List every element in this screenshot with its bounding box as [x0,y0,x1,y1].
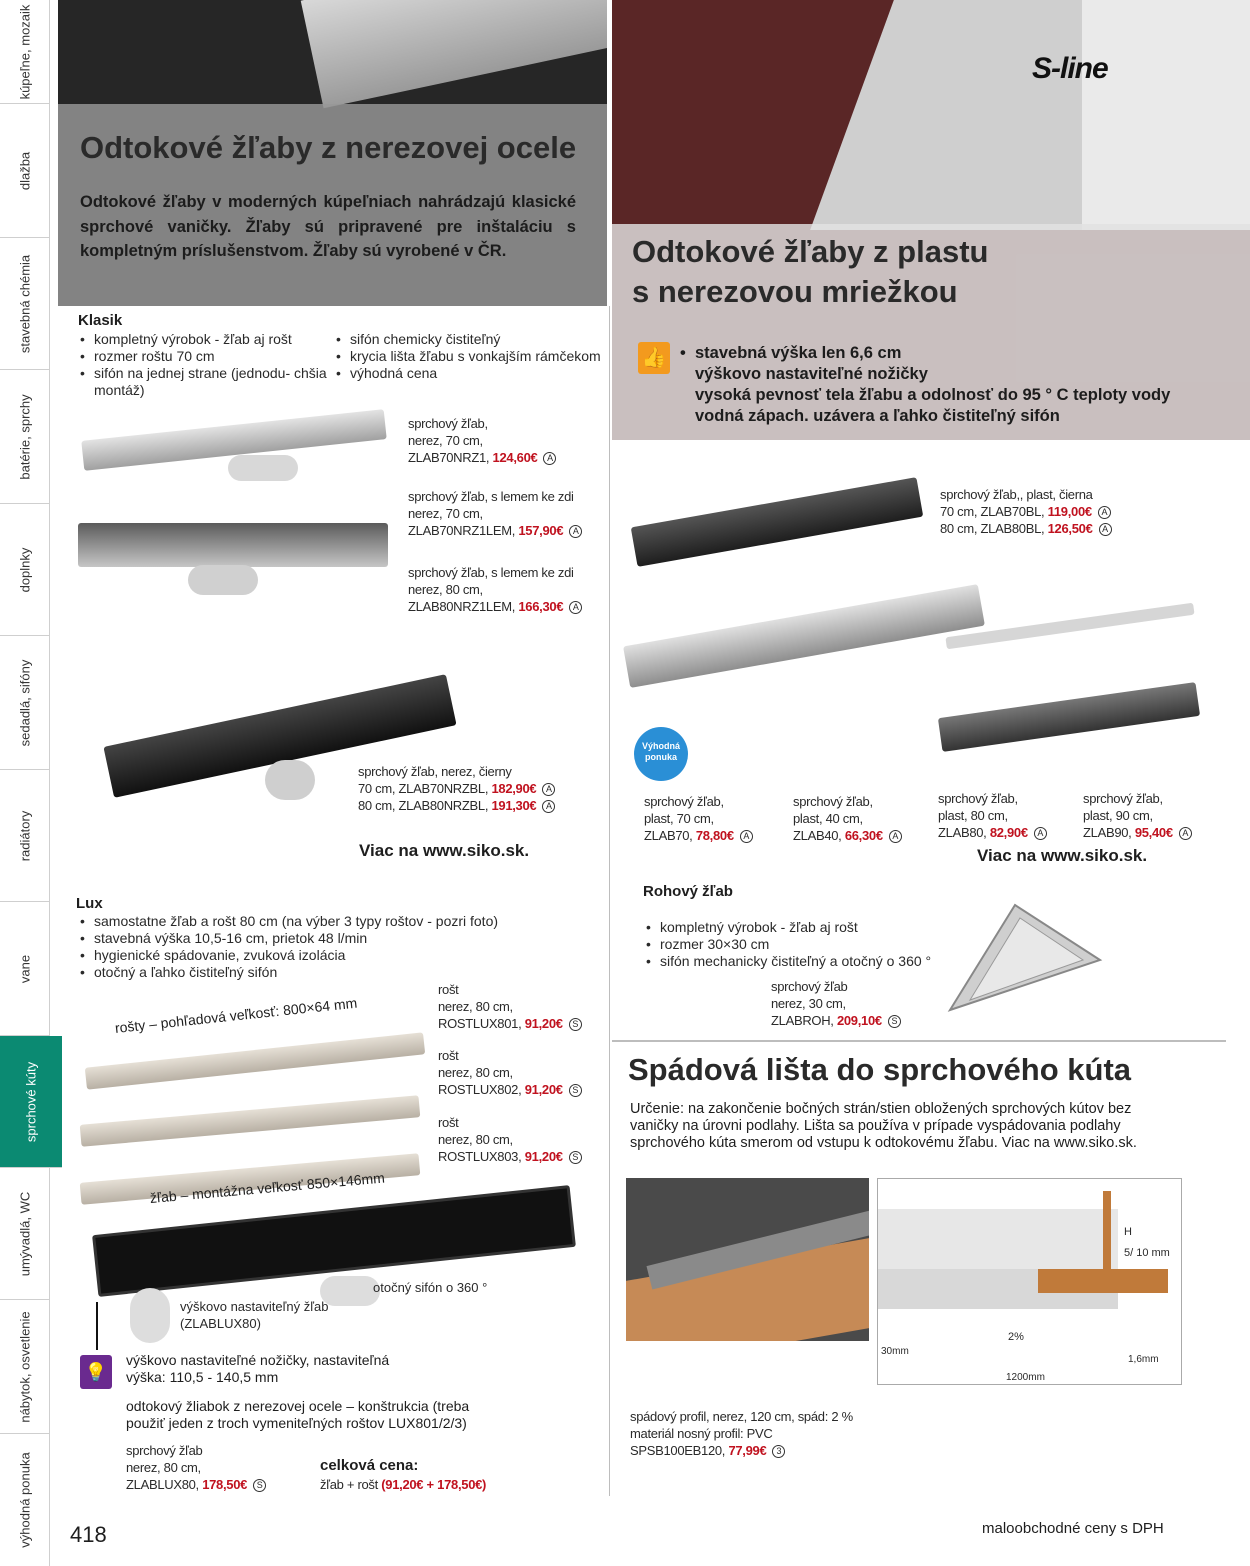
price: 157,90€ [518,523,564,538]
left-intro: Odtokové žľaby v moderných kúpeľniach nahrádzajú klasické sprchové vaničky. Žľaby sú pripravené pre inštaláciu s kompletným príslušenstvom. Žľaby sú vyrobené v ČR. [80,193,576,260]
mark-seal: S [888,1015,901,1028]
klasik-bullets-right [334,331,610,382]
bullet-item: • hygienické spádovanie, zvuková izolácia [78,947,538,964]
bullet-item: • výhodná cena [334,365,610,382]
siphon-caption: otočný sifón o 360 ° [373,1280,488,1295]
footer-note: maloobchodné ceny s DPH [982,1520,1164,1537]
bullet-item: • rozmer 30×30 cm [644,936,964,953]
profile-text: Určenie: na zakončenie bočných strán/stien obložených sprchových kútov bez vaničky na úrovni podlahy. Lišta sa používa v prípade vyspádovania podlahy sprchového kúta smerom od vstupu k odtokovému žľabu. Viac na www.siko.sk. [630,1101,1137,1151]
mark-seal: S [569,1084,582,1097]
tab-stavebna-chemia[interactable]: stavebná chémia [0,238,50,370]
construction-text: odtokový žliabok z nerezovej ocele – konštrukcia (treba použiť jeden z troch vymeniteľných roštov LUX801/2/3) [126,1398,470,1431]
column-divider [609,306,610,1496]
product-zlab80: sprchový žľab, plast, 80 cm, ZLAB80, 82,90€ A [938,790,1047,841]
tab-umyvadla[interactable]: umývadlá, WC [0,1168,50,1300]
bullet-item: • krycia lišta žľabu s vonkajším rámčekom [334,348,610,365]
lightbulb-icon: 💡 [80,1355,112,1389]
product-black-nerez: sprchový žľab, nerez, čierny 70 cm, ZLAB70NRZBL, 182,90€ A 80 cm, ZLAB80NRZBL, 191,30€ A [358,763,555,814]
profile-title: Spádová lišta do sprchového kúta [628,1052,1132,1087]
tab-vane[interactable]: vane [0,902,50,1036]
mark-seal: A [889,830,902,843]
bullet-item: • kompletný výrobok - žľab aj rošt [644,919,964,936]
mark-seal: A [569,525,582,538]
product-plast-black: sprchový žľab,, plast, čierna 70 cm, ZLAB70BL, 119,00€ A 80 cm, ZLAB80BL, 126,50€ A [940,486,1112,537]
mark-seal: S [569,1151,582,1164]
discount-badge: Výhodná ponuka [634,727,688,781]
page-number: 418 [70,1522,107,1547]
channel-caption: žľab – montážna veľkosť 850×146mm [149,1169,386,1206]
tab-sedadla[interactable]: sedadlá, sifóny [0,636,50,770]
product-image-plast-kit [935,590,1205,780]
brand-logo: S-line [1032,52,1108,85]
product-zlab40: sprchový žľab, plast, 40 cm, ZLAB40, 66,30€ A [793,793,902,844]
more-link-left[interactable]: Viac na www.siko.sk. [359,841,530,860]
profile-diagram: H 5/ 10 mm 2% 30mm 1,6mm 1200mm [877,1178,1182,1385]
arrow-up-down-icon [96,1302,106,1350]
bullet-item: • sifón na jednej strane (jednodu- chšia montáž) [78,365,328,399]
mark-seal: A [542,783,555,796]
mark-seal: A [569,601,582,614]
tab-dlazba[interactable]: dlažba [0,104,50,238]
mark-seal: S [569,1018,582,1031]
tab-kupelne[interactable]: kúpeľne, mozaik [0,0,50,104]
product-zlabroh: sprchový žľab nerez, 30 cm, ZLABROH, 209,10€ S [771,978,901,1029]
tab-baterie[interactable]: batérie, sprchy [0,370,50,504]
klasik-bullets-left [78,331,328,399]
lux-bullets [78,913,538,981]
product-rostlux803: rošt nerez, 80 cm, ROSTLUX803, 91,20€ S [438,1114,582,1165]
grates-caption: rošty – pohľadová veľkosť: 800×64 mm [114,994,358,1036]
product-zlab80nrz1lem: sprchový žľab, s lemem ke zdi nerez, 80 cm, ZLAB80NRZ1LEM, 166,30€ A [408,564,582,615]
corner-heading: Rohový žľab [643,883,733,900]
tab-vyhodna-ponuka[interactable]: výhodná ponuka [17,1452,33,1548]
total-label: celková cena: [320,1457,419,1474]
product-zlablux80: sprchový žľab nerez, 80 cm, ZLABLUX80, 178,50€ S [126,1442,266,1493]
right-title-line1: Odtokové žľaby z plastu [632,234,989,269]
height-caption: výškovo nastaviteľný žľab (ZLABLUX80) [180,1299,329,1331]
feet-text: výškovo nastaviteľné nožičky, nastaviteľná výška: 110,5 - 140,5 mm [126,1352,390,1385]
product-zlab70nrz1lem: sprchový žľab, s lemem ke zdi nerez, 70 cm, ZLAB70NRZ1LEM, 157,90€ A [408,488,582,539]
product-zlab70: sprchový žľab, plast, 70 cm, ZLAB70, 78,80€ A [644,793,753,844]
mark-seal: S [253,1479,266,1492]
right-title-line2: s nerezovou mriežkou [632,274,958,309]
tab-doplnky[interactable]: doplnky [0,504,50,636]
more-link-right[interactable]: Viac na www.siko.sk. [977,846,1148,865]
klasik-heading: Klasik [78,312,123,329]
lux-heading: Lux [76,895,103,912]
product-image-plast-black [628,462,928,582]
mark-seal: A [740,830,753,843]
mark-seal: A [1099,523,1112,536]
mark-seal: A [543,452,556,465]
right-features [680,343,1170,427]
lux-channel-image [90,1178,580,1348]
bullet-item: • stavebná výška 10,5-16 cm, prietok 48 l/min [78,930,538,947]
bullet-item: • samostatne žľab a rošt 80 cm (na výber 3 typy roštov - pozri foto) [78,913,538,930]
product-image-zlab70nrz1lem [78,505,398,605]
section-divider [612,1040,1226,1042]
total-price: (91,20€ + 178,50€) [381,1477,487,1492]
mark-seal: A [1179,827,1192,840]
total-row: žľab + rošt (91,20€ + 178,50€) [320,1477,487,1492]
tab-radiatory[interactable]: radiátory [0,770,50,902]
mark-seal: 3 [772,1445,785,1458]
corner-bullets [644,919,964,970]
product-spsb100eb120: spádový profil, nerez, 120 cm, spád: 2 % materiál nosný profil: PVC SPSB100EB120, 77,99€ 3 [630,1409,853,1458]
feature-item: • stavebná výška len 6,6 cm [680,344,902,362]
feature-item: vodná zápach. uzávera a ľahko čistiteľný sifón [695,407,1060,425]
price: 124,60€ [492,450,538,465]
feature-item: výškovo nastaviteľné nožičky [695,365,928,383]
left-title: Odtokové žľaby z nerezovej ocele [80,130,577,165]
bullet-item: • rozmer roštu 70 cm [78,348,328,365]
product-zlab70nrz1: sprchový žľab, nerez, 70 cm, ZLAB70NRZ1, 124,60€ A [408,415,556,466]
product-image-zlab70nrz1 [78,405,398,495]
price: 166,30€ [518,599,564,614]
mark-seal: A [542,800,555,813]
product-zlab90: sprchový žľab, plast, 90 cm, ZLAB90, 95,40€ A [1083,790,1192,841]
section-sidebar [0,0,50,1566]
corner-drain-image [945,900,1105,1030]
thumbs-up-icon: 👍 [638,342,670,374]
tab-nabytok[interactable]: nábytok, osvetlenie [0,1300,50,1434]
bullet-item: • sifón mechanicky čistiteľný a otočný o 360 ° [644,953,964,970]
mark-seal: A [1034,827,1047,840]
profile-photo [626,1178,869,1341]
product-rostlux801: rošt nerez, 80 cm, ROSTLUX801, 91,20€ S [438,981,582,1032]
mark-seal: A [1098,506,1111,519]
tab-sprchove-kuty[interactable]: sprchové kúty [0,1036,62,1168]
bullet-item: • sifón chemicky čistiteľný [334,331,610,348]
bullet-item: • kompletný výrobok - žľab aj rošt [78,331,328,348]
bullet-item: • otočný a ľahko čistiteľný sifón [78,964,538,981]
feature-item: vysoká pevnosť tela žľabu a odolnosť do 95 ° C teploty vody [695,386,1171,404]
product-rostlux802: rošt nerez, 80 cm, ROSTLUX802, 91,20€ S [438,1047,582,1098]
